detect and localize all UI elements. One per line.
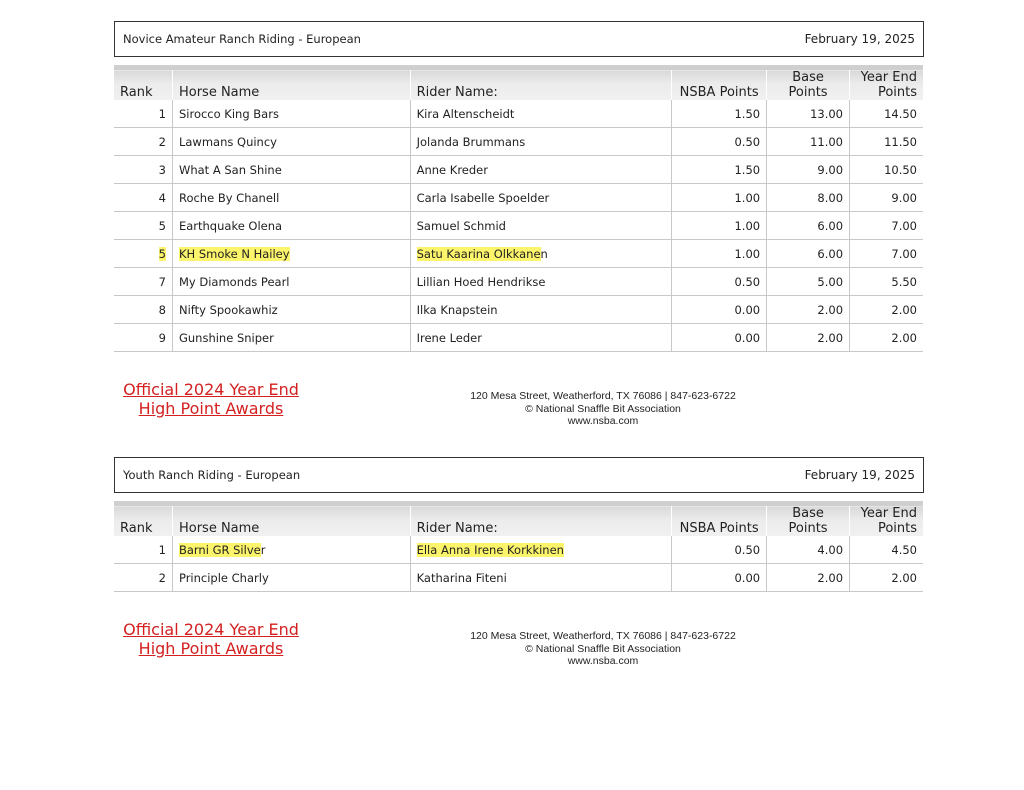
base-points-cell: 6.00: [767, 240, 850, 268]
base-points-cell: 5.00: [767, 268, 850, 296]
base-points-cell: 2.00: [767, 296, 850, 324]
nsba-footer: [433, 390, 773, 428]
year-end-points-cell: 2.00: [850, 296, 923, 324]
nsba-points-cell: 0.00: [672, 564, 767, 592]
rider-name-cell: Samuel Schmid: [410, 212, 672, 240]
nsba-points-cell: 0.00: [672, 296, 767, 324]
base-points-cell: 2.00: [767, 324, 850, 352]
footer-copyright: © National Snaffle Bit Association: [525, 402, 681, 415]
rank-cell: 1: [114, 100, 172, 128]
year-end-awards-link[interactable]: [116, 620, 306, 658]
horse-name-cell: Gunshine Sniper: [172, 324, 410, 352]
header-year-end-line1: Year End: [860, 506, 917, 521]
year-end-points-cell: 4.50: [850, 536, 923, 564]
horse-name-cell: [172, 536, 410, 564]
class-title: Novice Amateur Ranch Riding - European: [123, 32, 361, 46]
rider-name-cell: Lillian Hoed Hendrikse: [410, 268, 672, 296]
table-row: [114, 268, 923, 296]
horse-name-cell: Principle Charly: [172, 564, 410, 592]
class-date: February 19, 2025: [804, 468, 915, 482]
award-link-line1: Official 2024 Year End: [123, 620, 299, 639]
nsba-points-cell: 1.50: [672, 156, 767, 184]
rider-name-rest: n: [540, 246, 548, 261]
rider-name-cell: Carla Isabelle Spoelder: [410, 184, 672, 212]
header-year-end-line2: Points: [877, 85, 917, 100]
footer-website: www.nsba.com: [567, 415, 639, 427]
nsba-footer: [433, 630, 773, 668]
header-horse-name: Horse Name: [172, 68, 410, 101]
year-end-points-cell: 7.00: [850, 212, 923, 240]
footer-address: 120 Mesa Street, Weatherford, TX 76086 | 847-623-6722: [470, 630, 736, 642]
rider-name-cell: Ilka Knapstein: [410, 296, 672, 324]
year-end-points-cell: 11.50: [850, 128, 923, 156]
footer-copyright: © National Snaffle Bit Association: [525, 642, 681, 655]
horse-name-cell: Earthquake Olena: [172, 212, 410, 240]
horse-name-cell: Lawmans Quincy: [172, 128, 410, 156]
table-row: [114, 100, 923, 128]
header-year-end-points: [850, 504, 923, 537]
horse-name-cell: My Diamonds Pearl: [172, 268, 410, 296]
nsba-points-cell: 0.50: [672, 268, 767, 296]
rank-cell: 2: [114, 128, 172, 156]
table-header-row: [114, 68, 923, 101]
nsba-points-cell: 1.00: [672, 240, 767, 268]
horse-name-cell: [172, 240, 410, 268]
rank-cell: 2: [114, 564, 172, 592]
horse-name-cell: What A San Shine: [172, 156, 410, 184]
year-end-points-cell: 2.00: [850, 564, 923, 592]
year-end-points-cell: 5.50: [850, 268, 923, 296]
header-nsba-points: NSBA Points: [672, 68, 767, 101]
results-table: [114, 65, 923, 352]
table-row: [114, 324, 923, 352]
header-rider-name: Rider Name:: [410, 504, 672, 537]
table-row: [114, 212, 923, 240]
horse-name-cell: Roche By Chanell: [172, 184, 410, 212]
year-end-awards-link[interactable]: [116, 380, 306, 418]
class-title: Youth Ranch Riding - European: [123, 468, 301, 482]
rider-name-cell: Kira Altenscheidt: [410, 100, 672, 128]
year-end-points-cell: 14.50: [850, 100, 923, 128]
table-row-highlighted: [114, 240, 923, 268]
rank-cell: 8: [114, 296, 172, 324]
class-title-box: [114, 457, 924, 493]
horse-name-cell: Nifty Spookawhiz: [172, 296, 410, 324]
table-row: [114, 128, 923, 156]
table-row: [114, 184, 923, 212]
horse-name-highlight: KH Smoke N Hailey: [178, 246, 290, 261]
class-title-box: [114, 21, 924, 57]
year-end-points-cell: 9.00: [850, 184, 923, 212]
year-end-points-cell: 10.50: [850, 156, 923, 184]
results-table: [114, 501, 923, 592]
nsba-points-cell: 0.00: [672, 324, 767, 352]
rider-name-cell: [410, 240, 672, 268]
base-points-cell: 13.00: [767, 100, 850, 128]
horse-name-highlight: Barni GR Silve: [178, 542, 261, 557]
rider-name-cell: Jolanda Brummans: [410, 128, 672, 156]
header-year-end-points: [850, 68, 923, 101]
horse-name-cell: Sirocco King Bars: [172, 100, 410, 128]
horse-name-rest: r: [260, 542, 266, 557]
nsba-points-cell: 0.50: [672, 536, 767, 564]
year-end-points-cell: 2.00: [850, 324, 923, 352]
header-rank: Rank: [114, 504, 172, 537]
footer-website: www.nsba.com: [567, 655, 639, 667]
nsba-points-cell: 1.00: [672, 212, 767, 240]
base-points-cell: 2.00: [767, 564, 850, 592]
table-row-highlighted: [114, 536, 923, 564]
footer-address: 120 Mesa Street, Weatherford, TX 76086 | 847-623-6722: [470, 390, 736, 402]
rider-name-highlight: Ella Anna Irene Korkkinen: [416, 542, 564, 557]
year-end-points-cell: 7.00: [850, 240, 923, 268]
header-base-points: Base Points: [767, 68, 850, 101]
rank-cell: 9: [114, 324, 172, 352]
results-section-novice-amateur: [114, 21, 924, 345]
table-row: [114, 156, 923, 184]
rider-name-cell: Anne Kreder: [410, 156, 672, 184]
rank-cell: [114, 240, 172, 268]
award-link-line1: Official 2024 Year End: [123, 380, 299, 399]
header-nsba-points: NSBA Points: [672, 504, 767, 537]
rank-cell: 5: [114, 212, 172, 240]
header-year-end-line1: Year End: [860, 70, 917, 85]
class-date: February 19, 2025: [804, 32, 915, 46]
table-row: [114, 296, 923, 324]
rider-name-highlight: Satu Kaarina Olkkane: [416, 246, 541, 261]
award-link-line2: High Point Awards: [138, 639, 284, 658]
header-rank: Rank: [114, 68, 172, 101]
base-points-cell: 8.00: [767, 184, 850, 212]
rank-cell: 3: [114, 156, 172, 184]
nsba-points-cell: 0.50: [672, 128, 767, 156]
results-section-youth: [114, 457, 924, 585]
base-points-cell: 9.00: [767, 156, 850, 184]
header-rider-name: Rider Name:: [410, 68, 672, 101]
rank-highlight: 5: [158, 246, 166, 261]
base-points-cell: 4.00: [767, 536, 850, 564]
award-link-line2: High Point Awards: [138, 399, 284, 418]
rank-cell: 1: [114, 536, 172, 564]
rider-name-cell: [410, 536, 672, 564]
table-header-row: [114, 504, 923, 537]
base-points-cell: 11.00: [767, 128, 850, 156]
header-year-end-line2: Points: [877, 521, 917, 536]
nsba-points-cell: 1.50: [672, 100, 767, 128]
rider-name-cell: Irene Leder: [410, 324, 672, 352]
header-horse-name: Horse Name: [172, 504, 410, 537]
nsba-points-cell: 1.00: [672, 184, 767, 212]
rank-cell: 7: [114, 268, 172, 296]
header-base-points: Base Points: [767, 504, 850, 537]
rank-cell: 4: [114, 184, 172, 212]
table-row: [114, 564, 923, 592]
base-points-cell: 6.00: [767, 212, 850, 240]
rider-name-cell: Katharina Fiteni: [410, 564, 672, 592]
